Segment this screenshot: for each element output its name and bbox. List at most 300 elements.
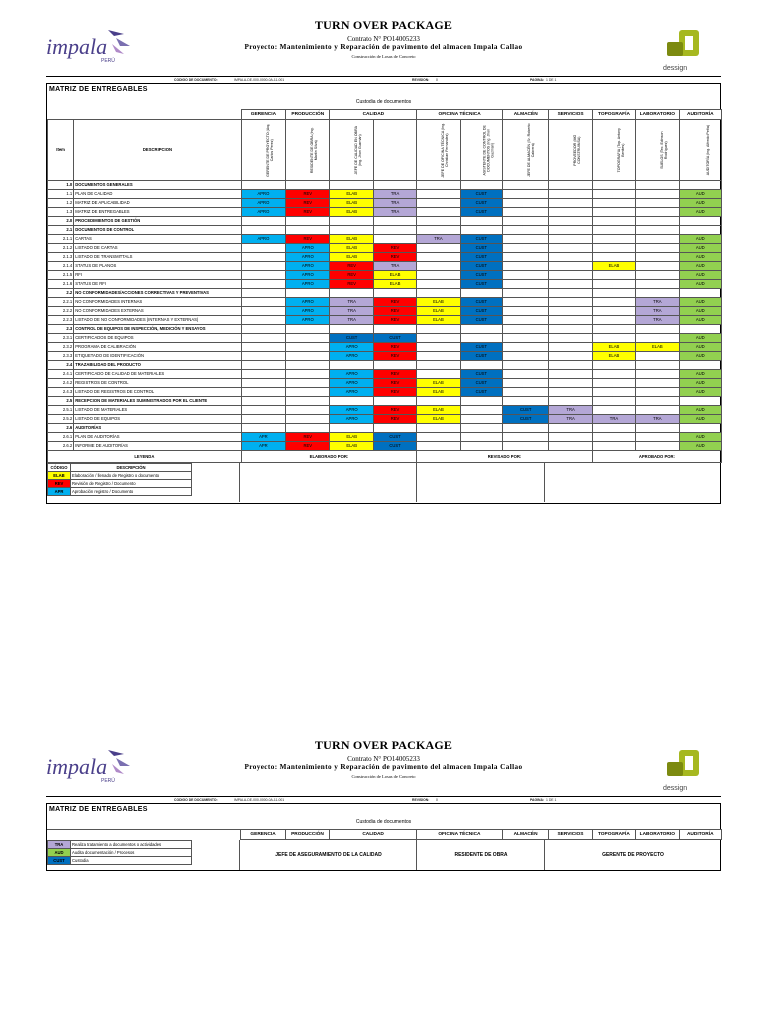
responsibility-cell	[417, 352, 460, 361]
responsibility-cell: AUD	[679, 352, 721, 361]
signature-gerente: GERENTE DE PROYECTO	[544, 840, 721, 870]
responsibility-cell	[636, 235, 679, 244]
responsibility-cell	[373, 217, 416, 226]
responsibility-cell	[549, 334, 592, 343]
responsibility-cell: TRA	[373, 199, 416, 208]
responsibility-cell	[417, 199, 460, 208]
matrix-box-2	[46, 804, 721, 871]
page-1	[46, 18, 721, 504]
responsibility-cell	[286, 415, 330, 424]
responsibility-cell	[636, 244, 679, 253]
responsibility-cell	[592, 307, 635, 316]
responsibility-cell	[373, 235, 416, 244]
responsibility-cell: APRO	[286, 280, 330, 289]
project-name: Proyecto: Mantenimiento y Reparación de pavimento del almacen Impala Callao	[244, 43, 523, 51]
responsibility-cell: ELAB	[330, 235, 373, 244]
area-gerencia: GERENCIA	[241, 110, 285, 120]
matrix-title: MATRIZ DE ENTREGABLES	[49, 806, 148, 813]
responsibility-cell: ELAB	[417, 415, 460, 424]
responsibility-cell	[286, 352, 330, 361]
area-header-row-2	[47, 830, 722, 840]
responsibility-cell	[241, 298, 285, 307]
responsibility-cell	[286, 388, 330, 397]
svg-text:dessign: dessign	[663, 785, 688, 792]
responsibility-cell	[241, 361, 285, 370]
responsibility-cell	[592, 361, 635, 370]
responsibility-cell: AUD	[679, 235, 721, 244]
role-auditoria: AUDITORÍA (Ing. Alfredo Peña)	[705, 124, 710, 176]
legend-row	[48, 841, 192, 849]
responsibility-cell	[549, 298, 592, 307]
responsibility-cell: REV	[330, 280, 373, 289]
contract-number: Contrato N° PO14005233	[347, 755, 420, 763]
area-calidad: CALIDAD	[330, 110, 417, 120]
item-number: 2.0	[48, 217, 74, 226]
responsibility-cell	[241, 307, 285, 316]
responsibility-cell	[330, 289, 373, 298]
role-suelos: SUELOS (Tec. Edinson Rodríguez)	[659, 131, 669, 169]
responsibility-cell	[460, 415, 502, 424]
responsibility-cell: APRO	[330, 343, 373, 352]
table-row	[48, 298, 722, 307]
area-header-table-2	[47, 829, 722, 840]
responsibility-cell	[417, 181, 460, 190]
responsibility-cell: ELAB	[592, 262, 635, 271]
responsibility-cell	[503, 361, 549, 370]
responsibility-cell: TRA	[373, 190, 416, 199]
responsibility-cell	[592, 280, 635, 289]
signature-area	[47, 840, 720, 870]
responsibility-cell: CUST	[373, 433, 416, 442]
responsibility-cell: TRA	[330, 307, 373, 316]
legend-description: Audita documentación / Procesos	[71, 849, 192, 857]
responsibility-cell	[417, 217, 460, 226]
responsibility-cell	[460, 442, 502, 451]
responsibility-cell	[636, 280, 679, 289]
area-servicios: SERVICIOS	[549, 110, 592, 120]
item-description: AUDITORÍAS	[74, 424, 241, 433]
responsibility-cell: APRO	[286, 253, 330, 262]
responsibility-cell	[549, 280, 592, 289]
matrix-body	[48, 181, 722, 451]
responsibility-cell	[241, 226, 285, 235]
responsibility-cell	[636, 424, 679, 433]
responsibility-cell	[417, 253, 460, 262]
role-jefe-calidad: JEFE DE CALIDAD EN OBRA (Ing. Jhon Guzmán)	[354, 125, 363, 175]
responsibility-cell	[636, 190, 679, 199]
responsibility-cell	[373, 181, 416, 190]
table-row	[48, 334, 722, 343]
description-header: DESCRIPCION	[74, 120, 241, 181]
legend-row	[48, 849, 192, 857]
responsibility-cell	[636, 352, 679, 361]
responsibility-cell	[636, 289, 679, 298]
responsibility-cell	[636, 262, 679, 271]
responsibility-cell	[503, 280, 549, 289]
table-row	[48, 388, 722, 397]
responsibility-cell: AUD	[679, 406, 721, 415]
responsibility-cell: REV	[373, 379, 416, 388]
responsibility-cell	[592, 316, 635, 325]
responsibility-cell	[286, 370, 330, 379]
responsibility-cell: REV	[330, 271, 373, 280]
responsibility-cell: APRO	[330, 370, 373, 379]
responsibility-cell	[330, 325, 373, 334]
responsibility-cell	[592, 406, 635, 415]
responsibility-cell	[286, 397, 330, 406]
responsibility-cell	[417, 334, 460, 343]
responsibility-cell: ELAB	[330, 199, 373, 208]
responsibility-cell: CUST	[460, 190, 502, 199]
project-subtitle: Construcción de Losas de Concreto	[351, 54, 416, 59]
responsibility-cell: REV	[330, 262, 373, 271]
responsibility-cell	[417, 442, 460, 451]
responsibility-cell: AUD	[679, 316, 721, 325]
responsibility-cell: TRA	[636, 298, 679, 307]
responsibility-cell: TRA	[549, 406, 592, 415]
responsibility-cell	[679, 424, 721, 433]
responsibility-cell	[549, 208, 592, 217]
responsibility-cell: CUST	[460, 262, 502, 271]
responsibility-cell: AUD	[679, 370, 721, 379]
responsibility-cell: ELAB	[417, 307, 460, 316]
item-number: 2.6.2	[48, 442, 74, 451]
responsibility-cell	[286, 334, 330, 343]
item-description: LISTADO DE NO CONFORMIDADES (INTERNAS Y EXTERNAS)	[74, 316, 241, 325]
responsibility-cell: AUD	[679, 271, 721, 280]
responsibility-cell	[417, 244, 460, 253]
table-row	[48, 442, 722, 451]
area-laboratorio: LABORATORIO	[636, 110, 679, 120]
responsibility-cell: CUST	[460, 388, 502, 397]
responsibility-cell	[241, 181, 285, 190]
item-number: 2.4.1	[48, 370, 74, 379]
contract-number: Contrato N° PO14005233	[347, 35, 420, 43]
responsibility-cell	[592, 226, 635, 235]
item-number: 2.5.2	[48, 415, 74, 424]
responsibility-cell	[330, 424, 373, 433]
responsibility-cell	[286, 181, 330, 190]
item-number: 2.6.1	[48, 433, 74, 442]
responsibility-cell	[241, 280, 285, 289]
svg-text:impala: impala	[46, 754, 108, 779]
role-asistente-control: ASISTENTE DE CONTROL DE DOCUMENTOS (Ing. Jhon Guzmán)	[482, 124, 495, 176]
item-description: CARTAS	[74, 235, 241, 244]
responsibility-cell: REV	[286, 433, 330, 442]
revision-value: 0	[436, 797, 438, 802]
responsibility-cell	[636, 379, 679, 388]
legend-row	[48, 488, 192, 496]
responsibility-cell: REV	[373, 388, 416, 397]
item-number: 2.4	[48, 361, 74, 370]
responsibility-cell: TRA	[549, 415, 592, 424]
role-jefe-almacen: JEFE DE ALMACÉN (Sr. Roberto Cabrera)	[526, 123, 535, 177]
item-description: DOCUMENTOS GENERALES	[74, 181, 241, 190]
item-number: 2.3.2	[48, 343, 74, 352]
aprobado-por-label: APROBADO POR:	[592, 451, 721, 463]
table-row	[48, 190, 722, 199]
responsibility-cell	[549, 442, 592, 451]
table-row	[48, 235, 722, 244]
responsibility-cell: AUD	[679, 199, 721, 208]
item-number: 1.1	[48, 190, 74, 199]
item-header: Item	[48, 120, 74, 181]
responsibility-cell	[503, 325, 549, 334]
responsibility-cell	[503, 397, 549, 406]
responsibility-cell	[503, 217, 549, 226]
responsibility-cell: APRO	[286, 316, 330, 325]
responsibility-cell	[549, 199, 592, 208]
section-row	[48, 325, 722, 334]
item-number: 1.2	[48, 199, 74, 208]
responsibility-cell	[636, 361, 679, 370]
responsibility-cell: ELAB	[373, 280, 416, 289]
responsibility-cell	[679, 289, 721, 298]
svg-text:PERÚ: PERÚ	[101, 58, 115, 64]
responsibility-cell	[460, 406, 502, 415]
responsibility-cell: AUD	[679, 298, 721, 307]
responsibility-cell	[549, 352, 592, 361]
responsibility-cell	[592, 442, 635, 451]
responsibility-cell	[679, 361, 721, 370]
responsibility-cell	[679, 226, 721, 235]
responsibility-cell	[503, 244, 549, 253]
responsibility-cell	[241, 424, 285, 433]
item-number: 2.6	[48, 424, 74, 433]
responsibility-cell: CUST	[460, 235, 502, 244]
item-number: 2.1.3	[48, 253, 74, 262]
responsibility-cell: CUST	[460, 379, 502, 388]
responsibility-cell	[636, 181, 679, 190]
responsibility-cell: CUST	[460, 316, 502, 325]
responsibility-cell: APRO	[286, 262, 330, 271]
responsibility-cell: TRA	[417, 235, 460, 244]
responsibility-cell	[460, 433, 502, 442]
page-value: 1 DE 1	[546, 797, 557, 802]
page-label: PAGINA:	[530, 797, 545, 802]
table-row	[48, 433, 722, 442]
area-auditoria: AUDITORÍA	[679, 830, 722, 840]
section-row	[48, 361, 722, 370]
table-row	[48, 307, 722, 316]
svg-text:PERÚ: PERÚ	[101, 778, 115, 784]
item-number: 2.2.1	[48, 298, 74, 307]
responsibility-cell: CUST	[373, 442, 416, 451]
responsibility-cell	[592, 289, 635, 298]
responsibility-cell	[679, 325, 721, 334]
legend-description: Aprobación registro / Documento	[71, 488, 192, 496]
responsibility-cell: APRO	[286, 271, 330, 280]
custodia-label: Custodia de documentos	[355, 819, 412, 825]
area-gerencia: GERENCIA	[241, 830, 285, 840]
legend-description: Custodia	[71, 857, 192, 865]
table-row	[48, 280, 722, 289]
responsibility-cell	[592, 235, 635, 244]
responsibility-cell: APRO	[286, 307, 330, 316]
responsibility-cell: TRA	[636, 415, 679, 424]
item-description: STATUS DE RFI	[74, 280, 241, 289]
responsibility-cell: CUST	[460, 343, 502, 352]
responsibility-cell	[592, 334, 635, 343]
responsibility-cell	[549, 433, 592, 442]
responsibility-cell	[460, 424, 502, 433]
responsibility-cell: REV	[373, 343, 416, 352]
responsibility-cell	[679, 397, 721, 406]
responsibility-cell	[460, 397, 502, 406]
responsibility-cell	[503, 199, 549, 208]
responsibility-cell: AUD	[679, 433, 721, 442]
responsibility-cell: TRA	[373, 262, 416, 271]
responsibility-cell	[241, 415, 285, 424]
responsibility-cell: AUD	[679, 280, 721, 289]
responsibility-cell	[503, 271, 549, 280]
responsibility-cell	[549, 226, 592, 235]
section-row	[48, 217, 722, 226]
item-description: NO CONFORMIDADES INTERNAS	[74, 298, 241, 307]
responsibility-cell: CUST	[460, 271, 502, 280]
responsibility-cell	[286, 217, 330, 226]
item-number: 2.1.4	[48, 262, 74, 271]
table-row	[48, 415, 722, 424]
responsibility-cell: AUD	[679, 415, 721, 424]
responsibility-cell: AUD	[679, 253, 721, 262]
responsibility-cell	[330, 361, 373, 370]
revision-value: 0	[436, 77, 438, 82]
responsibility-cell	[549, 190, 592, 199]
responsibility-cell	[241, 325, 285, 334]
area-header-row	[48, 110, 722, 120]
responsibility-cell	[503, 181, 549, 190]
responsibility-cell	[592, 298, 635, 307]
responsibility-cell	[417, 226, 460, 235]
role-jefe-oficina: JEFE DE OFICINA TÉCNICA (Ing. Christian Fernandez)	[441, 122, 450, 178]
responsibility-cell: CUST	[330, 334, 373, 343]
role-header-row	[48, 120, 722, 181]
responsibility-cell	[549, 379, 592, 388]
item-description: LISTADO DE EQUIPOS	[74, 415, 241, 424]
responsibility-cell	[592, 190, 635, 199]
responsibility-cell	[503, 334, 549, 343]
responsibility-cell	[241, 217, 285, 226]
responsibility-cell	[636, 388, 679, 397]
responsibility-cell	[241, 397, 285, 406]
responsibility-cell	[503, 235, 549, 244]
legend-row	[48, 472, 192, 480]
responsibility-cell	[241, 334, 285, 343]
responsibility-cell	[286, 289, 330, 298]
legend-table-1	[47, 463, 192, 496]
table-row	[48, 262, 722, 271]
responsibility-cell	[503, 253, 549, 262]
legend-code-header: CÓDIGO	[48, 464, 71, 472]
responsibility-cell	[549, 388, 592, 397]
responsibility-cell: ELAB	[330, 190, 373, 199]
responsibility-cell: CUST	[460, 244, 502, 253]
project-name: Proyecto: Mantenimiento y Reparación de pavimento del almacen Impala Callao	[244, 763, 523, 771]
responsibility-cell	[592, 181, 635, 190]
responsibility-cell: CUST	[373, 334, 416, 343]
responsibility-cell: AUD	[679, 262, 721, 271]
responsibility-cell	[549, 244, 592, 253]
responsibility-cell: APR	[241, 433, 285, 442]
item-description: MATRIZ DE ENTREGABLES	[74, 208, 241, 217]
responsibility-cell	[286, 343, 330, 352]
table-row	[48, 343, 722, 352]
legend-code: REV	[48, 480, 71, 488]
responsibility-cell	[241, 352, 285, 361]
responsibility-cell: REV	[286, 235, 330, 244]
responsibility-cell: CUST	[503, 406, 549, 415]
item-description: LISTADO DE CARTAS	[74, 244, 241, 253]
responsibility-cell	[373, 397, 416, 406]
responsibility-cell: CUST	[460, 352, 502, 361]
responsibility-cell: APRO	[330, 406, 373, 415]
responsibility-cell	[503, 298, 549, 307]
custodia-label: Custodia de documentos	[355, 99, 412, 105]
item-description: CONTROL DE EQUIPOS DE INSPECCIÓN, MEDICIÓN Y ENSAYOS	[74, 325, 241, 334]
page-header-2	[46, 738, 721, 796]
responsibility-cell	[503, 442, 549, 451]
responsibility-cell: ELAB	[417, 298, 460, 307]
dessign-logo	[661, 26, 721, 74]
responsibility-cell	[549, 397, 592, 406]
responsibility-cell	[679, 181, 721, 190]
responsibility-cell	[549, 235, 592, 244]
legend-table-2	[47, 840, 192, 865]
responsibility-cell	[503, 379, 549, 388]
responsibility-cell	[460, 226, 502, 235]
responsibility-cell	[549, 217, 592, 226]
area-servicios: SERVICIOS	[549, 830, 592, 840]
area-produccion: PRODUCCIÓN	[285, 830, 329, 840]
area-laboratorio: LABORATORIO	[636, 830, 679, 840]
responsibility-cell	[592, 370, 635, 379]
responsibility-cell	[503, 262, 549, 271]
item-description: NO CONFORMIDADES EXTERNAS	[74, 307, 241, 316]
document-title: TURN OVER PACKAGE	[314, 738, 453, 752]
item-number: 2.2	[48, 289, 74, 298]
responsibility-cell	[549, 361, 592, 370]
responsibility-cell	[286, 226, 330, 235]
responsibility-cell	[241, 289, 285, 298]
area-calidad: CALIDAD	[330, 830, 417, 840]
responsibility-cell	[241, 370, 285, 379]
role-topografia: TOPOGRAFIA (Top. Antony Benites)	[616, 127, 625, 173]
responsibility-cell	[241, 406, 285, 415]
page-header	[46, 18, 721, 76]
responsibility-cell: ELAB	[330, 433, 373, 442]
doc-code-label: CODIGO DE DOCUMENTO:	[174, 797, 218, 802]
responsibility-cell: TRA	[592, 415, 635, 424]
responsibility-cell: CUST	[460, 253, 502, 262]
responsibility-cell	[636, 199, 679, 208]
responsibility-cell	[503, 424, 549, 433]
responsibility-cell	[241, 262, 285, 271]
responsibility-cell	[549, 181, 592, 190]
area-produccion: PRODUCCIÓN	[286, 110, 330, 120]
doc-code-value: IMPALA-DE-000-0000-0A-11-001	[234, 77, 285, 82]
item-number: 2.1.6	[48, 280, 74, 289]
item-description: LISTADO DE MATERIALES	[74, 406, 241, 415]
legend-code: AUD	[48, 849, 71, 857]
legend-code: CUST	[48, 857, 71, 865]
svg-text:dessign: dessign	[663, 65, 688, 72]
responsibility-cell	[592, 244, 635, 253]
responsibility-cell	[592, 397, 635, 406]
item-description: MATRIZ DE APLICABILIDAD	[74, 199, 241, 208]
item-description: RFI	[74, 271, 241, 280]
responsibility-cell: APRO	[241, 208, 285, 217]
